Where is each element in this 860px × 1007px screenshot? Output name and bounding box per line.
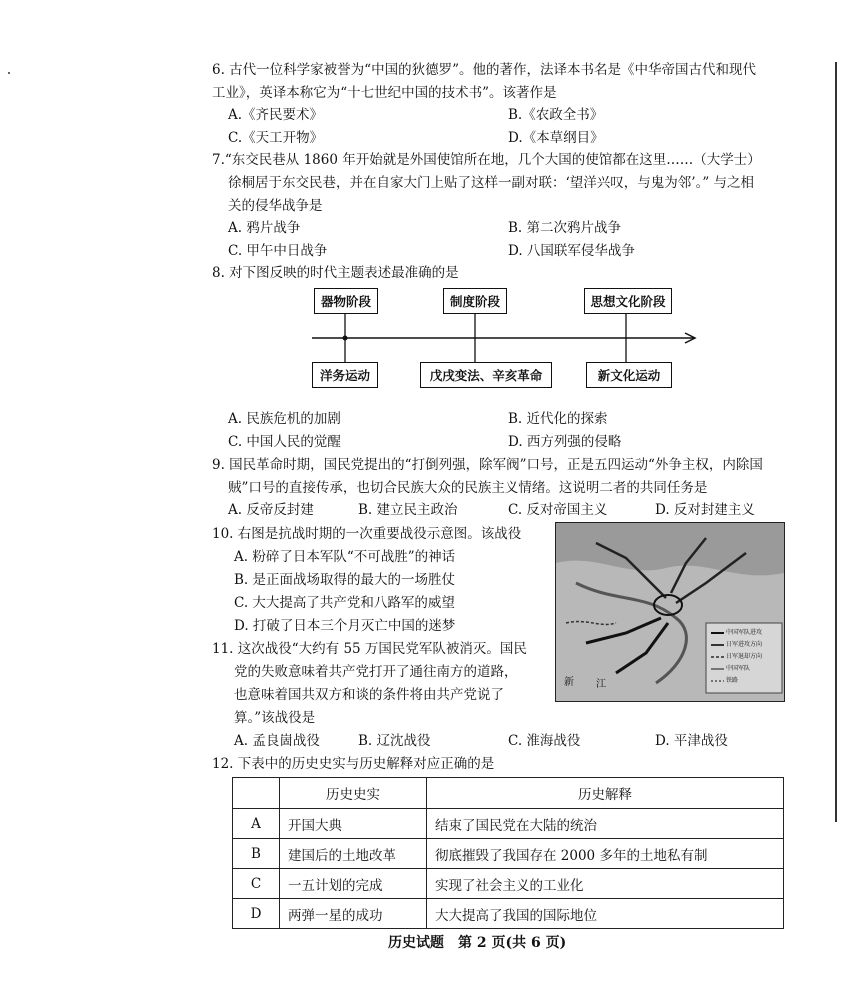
row-fact: 两弹一星的成功: [280, 899, 427, 929]
q11-stem-1: 11. 这次战役“大约有 55 万国民党军队被消灭。国民: [212, 641, 527, 657]
q7-option-c: C. 甲午中日战争: [228, 243, 328, 259]
map-legend-3: 日军退却方向: [726, 653, 763, 660]
q6-option-c: C.《天工开物》: [228, 130, 324, 146]
q8-option-b: B. 近代化的探索: [508, 411, 608, 427]
q11-option-a: A. 孟良崮战役: [234, 733, 320, 749]
event-box-westernization: 洋务运动: [312, 362, 378, 388]
table-row: [233, 809, 784, 839]
map-label-jiang: 江: [596, 679, 606, 690]
q11-stem-4: 算。”该战役是: [234, 710, 316, 726]
q8-option-d: D. 西方列强的侵略: [508, 434, 622, 450]
q6-stem-1: 6. 古代一位科学家被誉为“中国的狄德罗”。他的著作，法译本书名是《中华帝国古代和现代: [212, 62, 756, 78]
row-key: C: [233, 869, 280, 899]
event-box-reform-revolution: 戊戌变法、辛亥革命: [420, 362, 552, 388]
q7-stem-2: 徐桐居于东交民巷，并在自家大门上贴了这样一副对联：‘望洋兴叹，与鬼为邻’。” 与之相: [228, 175, 755, 191]
q11-stem-2: 党的失败意味着共产党打开了通往南方的道路，: [234, 664, 518, 680]
q10-stem: 10. 右图是抗战时期的一次重要战役示意图。该战役: [212, 526, 522, 542]
q11-option-d: D. 平津战役: [655, 733, 728, 749]
battle-map-image: [555, 522, 785, 702]
event-box-new-culture: 新文化运动: [586, 362, 672, 388]
history-table: [232, 777, 784, 929]
q11-option-c: C. 淮海战役: [508, 733, 581, 749]
q12-stem: 12. 下表中的历史史实与历史解释对应正确的是: [212, 756, 495, 772]
row-fact: 建国后的土地改革: [280, 839, 427, 869]
q6-option-a: A.《齐民要术》: [228, 107, 324, 123]
stage-box-institution: 制度阶段: [443, 288, 507, 314]
table-row: [233, 899, 784, 929]
q9-option-a: A. 反帝反封建: [228, 502, 314, 518]
row-explanation: 实现了社会主义的工业化: [427, 869, 784, 899]
q9-stem-2: 贼”口号的直接传承，也切合民族大众的民族主义情绪。这说明二者的共同任务是: [228, 480, 708, 496]
speck: [8, 72, 10, 74]
q7-option-b: B. 第二次鸦片战争: [508, 220, 622, 236]
table-header-blank: [233, 778, 280, 809]
q9-stem-1: 9. 国民革命时期，国民党提出的“打倒列强，除军阀”口号，正是五四运动“外争主权，内除国: [212, 457, 763, 473]
page-edge-line: [835, 62, 837, 822]
q8-stem: 8. 对下图反映的时代主题表述最准确的是: [212, 265, 459, 281]
q10-option-d: D. 打破了日本三个月灭亡中国的迷梦: [234, 618, 456, 634]
q9-option-b: B. 建立民主政治: [358, 502, 458, 518]
q6-stem-2: 工业》，英译本称它为“十七世纪中国的技术书”。该著作是: [212, 85, 557, 101]
q10-option-b: B. 是正面战场取得的最大的一场胜仗: [234, 572, 456, 588]
row-explanation: 大大提高了我国的国际地位: [427, 899, 784, 929]
map-legend-1: 中国军队进攻: [726, 629, 763, 636]
map-legend-2: 日军进攻方向: [726, 641, 763, 648]
q7-stem-1: 7.“东交民巷从 1860 年开始就是外国使馆所在地，几个大国的使馆都在这里……（大学士）: [212, 152, 761, 168]
table-row: [233, 839, 784, 869]
table-row: [233, 869, 784, 899]
q9-option-c: C. 反对帝国主义: [508, 502, 608, 518]
q8-option-a: A. 民族危机的加剧: [228, 411, 341, 427]
row-explanation: 结束了国民党在大陆的统治: [427, 809, 784, 839]
row-key: A: [233, 809, 280, 839]
q10-option-c: C. 大大提高了共产党和八路军的威望: [234, 595, 455, 611]
row-fact: 一五计划的完成: [280, 869, 427, 899]
row-key: B: [233, 839, 280, 869]
q6-option-b: B.《农政全书》: [508, 107, 604, 123]
row-explanation: 彻底摧毁了我国存在 2000 多年的土地私有制: [427, 839, 784, 869]
row-fact: 开国大典: [280, 809, 427, 839]
q8-option-c: C. 中国人民的觉醒: [228, 434, 341, 450]
q7-stem-3: 关的侵华战争是: [228, 198, 323, 214]
q6-option-d: D.《本草纲目》: [508, 130, 604, 146]
table-header-explanation: 历史解释: [427, 778, 784, 809]
q7-option-a: A. 鸦片战争: [228, 220, 301, 236]
q11-stem-3: 也意味着国共双方和谈的条件将由共产党说了: [234, 687, 504, 703]
q9-option-d: D. 反对封建主义: [655, 502, 755, 518]
q7-option-d: D. 八国联军侵华战争: [508, 243, 635, 259]
q10-option-a: A. 粉碎了日本军队“不可战胜”的神话: [234, 549, 456, 565]
q11-option-b: B. 辽沈战役: [358, 733, 431, 749]
stage-box-artifact: 器物阶段: [314, 288, 378, 314]
map-legend-4: 中国军队: [726, 665, 751, 672]
table-header-fact: 历史史实: [280, 778, 427, 809]
table-header-row: [233, 778, 784, 809]
page-footer: 历史试题 第 2 页(共 6 页): [388, 935, 567, 951]
battle-map-drawing: [556, 523, 784, 701]
map-label-xin: 新: [564, 677, 574, 688]
stage-box-thought: 思想文化阶段: [584, 288, 672, 314]
map-legend-5: 铁路: [726, 677, 739, 684]
row-key: D: [233, 899, 280, 929]
